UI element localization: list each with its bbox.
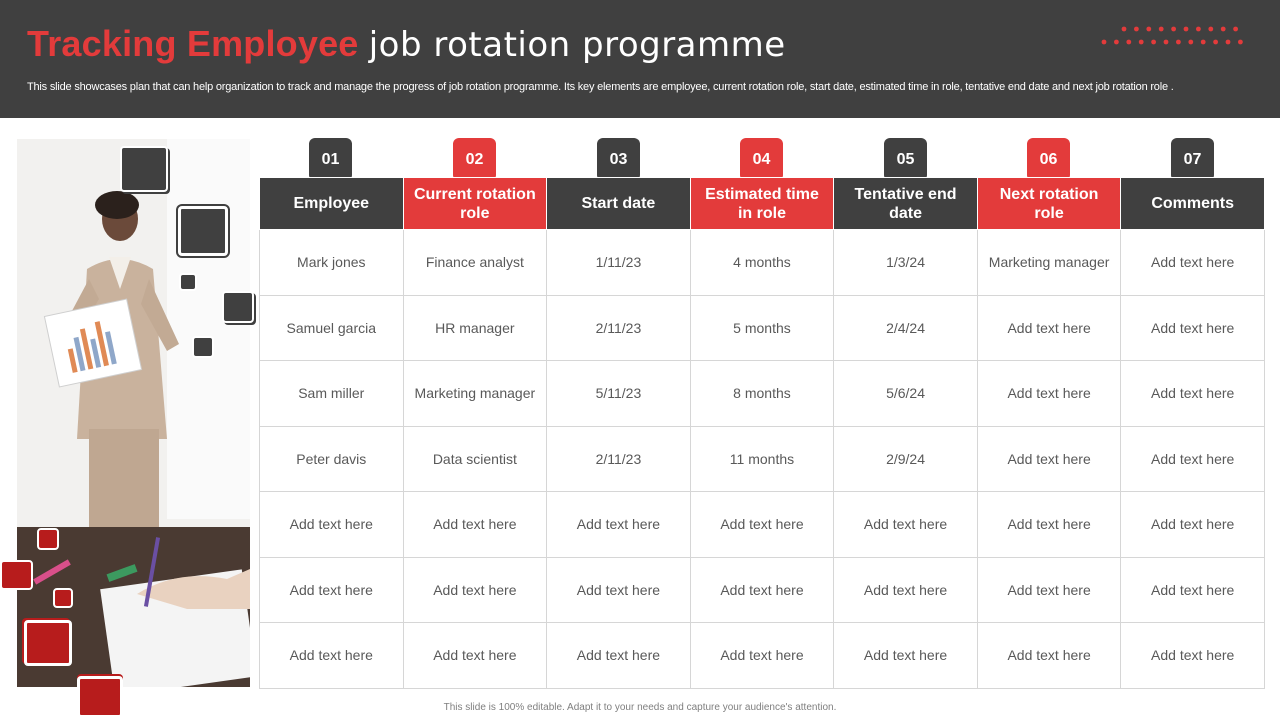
header-estimated-time: Estimated time in role	[690, 178, 834, 230]
column-badge-07: 07	[1171, 138, 1214, 181]
table-cell: Add text here	[977, 623, 1121, 689]
table-cell: Add text here	[1121, 230, 1265, 296]
table-cell: 2/11/23	[547, 295, 691, 361]
table-cell: Add text here	[1121, 557, 1265, 623]
table-cell: Add text here	[977, 492, 1121, 558]
table-cell: Add text here	[1121, 492, 1265, 558]
table-cell: 11 months	[690, 426, 834, 492]
slide-title	[27, 22, 786, 67]
table-cell: 5/6/24	[834, 361, 978, 427]
table-cell: Add text here	[1121, 623, 1265, 689]
table-cell: Add text here	[977, 361, 1121, 427]
decorative-dots	[1100, 24, 1250, 48]
table-cell: Data scientist	[403, 426, 547, 492]
table-cell: HR manager	[403, 295, 547, 361]
table-cell: Add text here	[834, 492, 978, 558]
header-employee: Employee	[260, 178, 404, 230]
table-cell: Sam miller	[260, 361, 404, 427]
table-cell: 1/11/23	[547, 230, 691, 296]
table-cell: 8 months	[690, 361, 834, 427]
table-cell: Add text here	[1121, 361, 1265, 427]
title-rest: job rotation programme	[368, 25, 786, 65]
decorative-square	[179, 273, 197, 291]
header-comments: Comments	[1121, 178, 1265, 230]
column-badge-06: 06	[1027, 138, 1070, 181]
table-cell: Add text here	[260, 623, 404, 689]
header-banner	[0, 0, 1280, 118]
table-cell: Add text here	[547, 492, 691, 558]
table-cell: 4 months	[690, 230, 834, 296]
header-start-date: Start date	[547, 178, 691, 230]
table-cell: Add text here	[977, 295, 1121, 361]
header-next-rotation-role: Next rotation role	[977, 178, 1121, 230]
decorative-square	[178, 206, 228, 256]
table-cell: Add text here	[690, 623, 834, 689]
table-cell: Add text here	[403, 557, 547, 623]
table-cell: 1/3/24	[834, 230, 978, 296]
table-cell: Add text here	[260, 557, 404, 623]
table-cell: Add text here	[977, 557, 1121, 623]
table-row	[260, 623, 1265, 689]
table-cell: Add text here	[403, 623, 547, 689]
header-tentative-end-date: Tentative end date	[834, 178, 978, 230]
table-cell: Add text here	[547, 623, 691, 689]
table-cell: Add text here	[547, 557, 691, 623]
table-cell: Add text here	[690, 557, 834, 623]
table-row	[260, 295, 1265, 361]
table-cell: Mark jones	[260, 230, 404, 296]
column-badge-04: 04	[740, 138, 783, 181]
table-cell: Add text here	[1121, 426, 1265, 492]
table-cell: Samuel garcia	[260, 295, 404, 361]
column-badge-03: 03	[597, 138, 640, 181]
table-cell: Marketing manager	[977, 230, 1121, 296]
table-cell: Add text here	[260, 492, 404, 558]
table-cell: Add text here	[403, 492, 547, 558]
column-badge-01: 01	[309, 138, 352, 181]
table-row	[260, 557, 1265, 623]
table-cell: Add text here	[690, 492, 834, 558]
table-cell: Add text here	[977, 426, 1121, 492]
decorative-square	[222, 291, 254, 323]
table-row	[260, 492, 1265, 558]
table-row	[260, 361, 1265, 427]
table-row	[260, 230, 1265, 296]
table-cell: Add text here	[1121, 295, 1265, 361]
table-cell: Finance analyst	[403, 230, 547, 296]
table-cell: Add text here	[834, 623, 978, 689]
decorative-square	[53, 588, 73, 608]
table-header-row	[260, 178, 1265, 230]
column-badge-05: 05	[884, 138, 927, 181]
decorative-square	[192, 336, 214, 358]
table-row	[260, 426, 1265, 492]
header-current-rotation-role: Current rotation role	[403, 178, 547, 230]
slide-description: This slide showcases plan that can help organization to track and manage the progress of job rotation programme. Its key elements are employee, current rotation role, start date, estimated time in role, tentative end date and next job rotation role .	[27, 81, 1174, 93]
table-cell: 5/11/23	[547, 361, 691, 427]
decorative-square	[24, 620, 72, 666]
decorative-square	[120, 146, 168, 192]
job-rotation-table	[259, 177, 1265, 689]
decorative-square	[37, 528, 59, 550]
table-cell: 5 months	[690, 295, 834, 361]
table-cell: 2/4/24	[834, 295, 978, 361]
table-cell: Add text here	[834, 557, 978, 623]
title-accent: Tracking Employee	[27, 23, 359, 64]
table-cell: 2/9/24	[834, 426, 978, 492]
table-cell: Peter davis	[260, 426, 404, 492]
table-cell: Marketing manager	[403, 361, 547, 427]
table-cell: 2/11/23	[547, 426, 691, 492]
decorative-square	[0, 560, 33, 590]
column-badge-02: 02	[453, 138, 496, 181]
slide-footer: This slide is 100% editable. Adapt it to your needs and capture your audience's attention.	[443, 702, 837, 713]
